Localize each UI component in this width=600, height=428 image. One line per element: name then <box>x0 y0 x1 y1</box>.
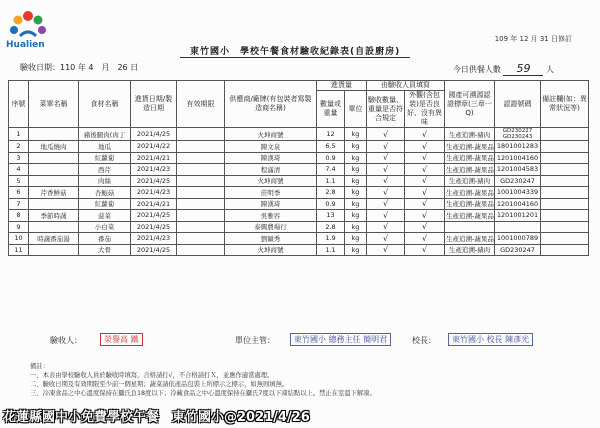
cell-dish: 時蔬番茄湯 <box>29 233 79 245</box>
inspection-date <box>20 62 138 73</box>
cell-remark <box>541 141 589 153</box>
cell-remark <box>541 164 589 176</box>
cell-seq: 4 <box>9 164 29 176</box>
count-value: 59 <box>503 62 543 76</box>
cell-qty: 13 <box>317 210 345 222</box>
cell-unit: kg <box>345 141 367 153</box>
col-dish: 菜單名稱 <box>29 81 79 128</box>
cell-ingredient: 番茄 <box>79 233 131 245</box>
cell-dish <box>29 244 79 256</box>
cell-ingredient: 豬後腿肉(肉丁 <box>79 128 131 141</box>
cell-seq: 10 <box>9 233 29 245</box>
cell-unit: kg <box>345 198 367 210</box>
title-underline <box>180 57 410 58</box>
col-unit: 單位 <box>345 91 367 128</box>
cell-check-look: √ <box>405 244 445 256</box>
cell-remark <box>541 152 589 164</box>
cell-cert-no: 1201004160 <box>495 152 541 164</box>
date-value: 110 年 4 月 26 日 <box>60 63 139 72</box>
cell-check-look: √ <box>405 187 445 199</box>
cell-supplier: 火坤商號 <box>225 128 317 141</box>
col-seq: 序號 <box>9 81 29 128</box>
cell-qty: 7.4 <box>317 164 345 176</box>
cell-ingredient: 小白菜 <box>79 221 131 233</box>
cell-check-look: √ <box>405 233 445 245</box>
cell-seq: 3 <box>9 152 29 164</box>
cell-cert-no: GD230247 <box>495 244 541 256</box>
cell-cert-no: 1201004160 <box>495 198 541 210</box>
table-row <box>9 141 589 153</box>
table-row <box>9 244 589 256</box>
note-1: 一、本表由學校驗收人員於驗收時填寫，合格請打√，不合格請打Ｘ，並應作適當處理。 <box>30 372 274 379</box>
photo-caption: 花蓮縣國中小免費學校午餐 東竹國小@2021/4/26 <box>3 410 310 425</box>
cell-date: 2021/4/23 <box>131 233 177 245</box>
cell-ingredient: 地瓜 <box>79 141 131 153</box>
inspector-stamp: 榮譽高 鐵 <box>100 333 143 346</box>
logo-text: Hualien <box>6 40 45 50</box>
cell-cert-no: 1201004583 <box>495 164 541 176</box>
principal-label: 校長： <box>412 336 436 345</box>
cell-remark <box>541 198 589 210</box>
cell-seq: 1 <box>9 128 29 141</box>
col-ingredient: 食材名稱 <box>79 81 131 128</box>
table-row <box>9 187 589 199</box>
cell-unit: kg <box>345 152 367 164</box>
cell-date: 2021/4/23 <box>131 187 177 199</box>
cell-remark <box>541 175 589 187</box>
cell-supplier: 陳漢琦 <box>225 152 317 164</box>
cell-ingredient: 大骨 <box>79 244 131 256</box>
cell-supplier: 劉穎秀 <box>225 233 317 245</box>
cell-unit: kg <box>345 221 367 233</box>
cell-remark <box>541 221 589 233</box>
cell-ingredient: 西芹 <box>79 164 131 176</box>
cell-check-qty: √ <box>367 221 405 233</box>
cell-expiry <box>177 233 225 245</box>
cell-expiry <box>177 128 225 141</box>
cell-remark <box>541 128 589 141</box>
table-row <box>9 175 589 187</box>
table-row <box>9 210 589 222</box>
cell-check-qty: √ <box>367 233 405 245</box>
cell-supplier: 程滿清 <box>225 164 317 176</box>
inspector-label: 驗收人： <box>50 336 82 345</box>
cell-supplier: 吳雅容 <box>225 210 317 222</box>
cell-check-look: √ <box>405 175 445 187</box>
cell-check-look: √ <box>405 141 445 153</box>
cell-unit: kg <box>345 175 367 187</box>
cell-date: 2021/4/21 <box>131 198 177 210</box>
cell-seq: 6 <box>9 187 29 199</box>
cell-dish <box>29 175 79 187</box>
cell-expiry <box>177 141 225 153</box>
cell-ingredient: 紅蘿蔔 <box>79 198 131 210</box>
signature-row <box>30 333 570 351</box>
cell-expiry <box>177 210 225 222</box>
cell-cert: 生產追溯-豬肉 <box>445 175 495 187</box>
cell-seq: 11 <box>9 244 29 256</box>
cell-supplier: 陳文泉 <box>225 141 317 153</box>
table-row <box>9 233 589 245</box>
cell-qty: 1.1 <box>317 175 345 187</box>
cell-check-look: √ <box>405 128 445 141</box>
cell-cert: 生產追溯-蔬果品 <box>445 233 495 245</box>
cell-ingredient: 菠菜 <box>79 210 131 222</box>
cell-date: 2021/4/25 <box>131 175 177 187</box>
cell-check-look: √ <box>405 152 445 164</box>
cell-expiry <box>177 152 225 164</box>
cell-supplier: 莊明季 <box>225 187 317 199</box>
col-expiry: 有效期限 <box>177 81 225 128</box>
cell-cert-no: GD230227 GD230243 <box>495 128 541 141</box>
table-row <box>9 128 589 141</box>
cell-ingredient: 紅蘿蔔 <box>79 152 131 164</box>
cell-cert-no: 1801001283 <box>495 141 541 153</box>
cell-date: 2021/4/25 <box>131 128 177 141</box>
cell-check-qty: √ <box>367 128 405 141</box>
cell-check-qty: √ <box>367 198 405 210</box>
cell-check-qty: √ <box>367 187 405 199</box>
cell-qty: 2.8 <box>317 221 345 233</box>
cell-unit: kg <box>345 187 367 199</box>
cell-date: 2021/4/25 <box>131 210 177 222</box>
cell-unit: kg <box>345 244 367 256</box>
cell-qty: 1.9 <box>317 233 345 245</box>
cell-remark <box>541 244 589 256</box>
cell-cert: 生產追溯-蔬果品 <box>445 198 495 210</box>
cell-expiry <box>177 221 225 233</box>
cell-cert-no: 1201001201 <box>495 210 541 222</box>
cell-cert: 生產追溯-豬肉 <box>445 128 495 141</box>
cell-unit: kg <box>345 128 367 141</box>
cell-cert: 生產追溯-蔬果品 <box>445 152 495 164</box>
cell-check-qty: √ <box>367 244 405 256</box>
cell-check-qty: √ <box>367 141 405 153</box>
cell-check-look: √ <box>405 210 445 222</box>
cell-check-look: √ <box>405 221 445 233</box>
cell-cert-no <box>495 221 541 233</box>
cell-dish <box>29 152 79 164</box>
cell-seq: 7 <box>9 198 29 210</box>
col-inspect-look: 外觀(含包裝)是否良好、沒有異味 <box>405 91 445 128</box>
cell-check-look: √ <box>405 164 445 176</box>
table-row <box>9 164 589 176</box>
cell-dish <box>29 128 79 141</box>
cell-remark <box>541 187 589 199</box>
cell-unit: kg <box>345 164 367 176</box>
cell-ingredient: 杏鮑菇 <box>79 187 131 199</box>
cell-dish: 地瓜燒肉 <box>29 141 79 153</box>
cell-qty: 2.8 <box>317 187 345 199</box>
col-date: 進貨日期/製造日期 <box>131 81 177 128</box>
col-cert: 國產可溯源認證標章(三章一Q) <box>445 81 495 128</box>
cell-seq: 2 <box>9 141 29 153</box>
cell-date: 2021/4/23 <box>131 164 177 176</box>
cell-dish <box>29 198 79 210</box>
cell-date: 2021/4/25 <box>131 221 177 233</box>
cell-supplier: 火坤商號 <box>225 244 317 256</box>
cell-supplier: 火坤商號 <box>225 175 317 187</box>
note-3: 三、冷凍食品之中心溫度保持在攝氏負18度以下；冷藏食品之中心溫度保持在攝氏7度以下凍結點以上。禁止在室溫下解凍。 <box>30 390 376 397</box>
cell-remark <box>541 233 589 245</box>
cell-dish: 芹香鮮菇 <box>29 187 79 199</box>
cell-expiry <box>177 175 225 187</box>
unit-head-stamp: 東竹國小 總務主任 簡明君 <box>290 333 391 346</box>
cell-expiry <box>177 164 225 176</box>
cell-cert-no: GD230247 <box>495 175 541 187</box>
cell-seq: 8 <box>9 210 29 222</box>
col-qty: 數量或重量 <box>317 91 345 128</box>
cell-qty: 6.5 <box>317 141 345 153</box>
cell-expiry <box>177 198 225 210</box>
cell-expiry <box>177 187 225 199</box>
cell-ingredient: 肉絲 <box>79 175 131 187</box>
note-2: 二、驗收日期及有效期限至少前一個星期；蔬菜請依產品包裝上所標示之標示，如無則填無。 <box>30 381 289 388</box>
table-row <box>9 152 589 164</box>
cell-qty: 1.1 <box>317 244 345 256</box>
col-supplier: 供應商/廠牌(有包裝者寫製造商名稱) <box>225 81 317 128</box>
meal-count <box>453 62 554 76</box>
cell-check-qty: √ <box>367 175 405 187</box>
cell-qty: 0.9 <box>317 152 345 164</box>
cell-seq: 9 <box>9 221 29 233</box>
cell-cert <box>445 221 495 233</box>
cell-qty: 0.9 <box>317 198 345 210</box>
cell-unit: kg <box>345 233 367 245</box>
notes-heading: 備註： <box>30 363 49 370</box>
cell-cert: 生產追溯-蔬果品 <box>445 141 495 153</box>
cell-supplier: 陳漢琦 <box>225 198 317 210</box>
cell-cert: 生產追溯-蔬果品 <box>445 164 495 176</box>
cell-cert-no: 1001000789 <box>495 233 541 245</box>
cell-check-look: √ <box>405 198 445 210</box>
cell-seq: 5 <box>9 175 29 187</box>
cell-dish <box>29 221 79 233</box>
cell-supplier: 泰興農場行 <box>225 221 317 233</box>
cell-dish: 季節時蔬 <box>29 210 79 222</box>
col-cert-no: 認證號碼 <box>495 81 541 128</box>
count-unit: 人 <box>546 65 554 74</box>
unit-head-label: 單位主管： <box>235 336 275 345</box>
cell-cert: 生產追溯-豬肉 <box>445 244 495 256</box>
cell-check-qty: √ <box>367 210 405 222</box>
count-label: 今日供餐人數 <box>452 65 501 74</box>
notes <box>30 362 590 398</box>
cell-check-qty: √ <box>367 164 405 176</box>
cell-date: 2021/4/22 <box>131 141 177 153</box>
col-inspect-qty: 驗收數量、重量是否符合規定 <box>367 91 405 128</box>
inspection-table <box>8 80 589 256</box>
cell-cert: 生產追溯-蔬果品 <box>445 187 495 199</box>
revision-note: 109 年 12 月 31 日修訂 <box>494 35 572 43</box>
col-remark: 備註欄(如：異常狀況等) <box>541 81 589 128</box>
cell-remark <box>541 210 589 222</box>
col-inspect-group: 由驗收人員填寫 <box>367 81 445 91</box>
cell-cert-no: 1001004339 <box>495 187 541 199</box>
col-qty-group: 進貨量 <box>317 81 367 91</box>
cell-check-qty: √ <box>367 152 405 164</box>
table-row <box>9 198 589 210</box>
cell-unit: kg <box>345 210 367 222</box>
cell-date: 2021/4/25 <box>131 244 177 256</box>
cell-dish <box>29 164 79 176</box>
date-label: 驗收日期： <box>20 63 60 72</box>
cell-cert: 生產追溯-蔬果品 <box>445 210 495 222</box>
cell-date: 2021/4/21 <box>131 152 177 164</box>
form-title: 東竹國小 學校午餐食材驗收紀錄表(自設廚房) <box>190 47 401 57</box>
principal-stamp: 東竹國小 校長 陳彥光 <box>448 333 533 346</box>
table-row <box>9 221 589 233</box>
cell-qty: 12 <box>317 128 345 141</box>
cell-expiry <box>177 244 225 256</box>
